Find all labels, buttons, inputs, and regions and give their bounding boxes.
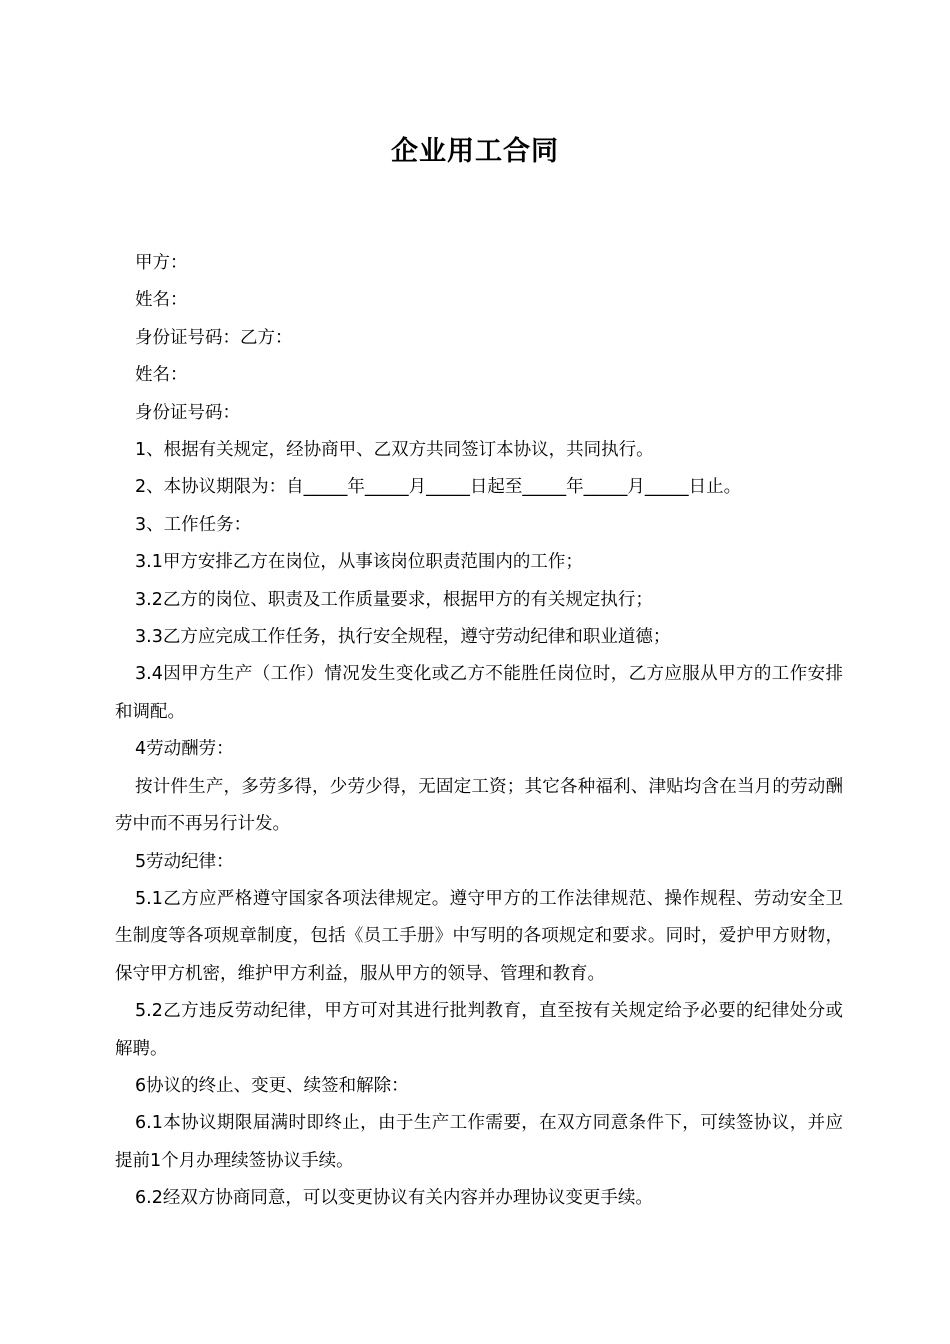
clause-3-heading: 3、工作任务：	[135, 514, 252, 535]
clause-4-body: 按计件生产，多劳多得，少劳少得，无固定工资；其它各种福利、津贴均含在当月的劳动酬劳中而不再另行计发。	[115, 776, 843, 835]
party-a-id-and-party-b-label: 身份证号码：乙方：	[135, 327, 293, 348]
clause-6-heading: 6协议的终止、变更、续签和解除：	[135, 1075, 409, 1096]
clause-5-1: 5.1乙方应严格遵守国家各项法律规定。遵守甲方的工作法律规范、操作规程、劳动安全卫生制度等各项规章制度，包括《员工手册》中写明的各项规定和要求。同时，爱护甲方财物，保守甲方机密，维护甲方利益，服从甲方的领导、管理和教育。	[115, 888, 843, 984]
clause-4-heading: 4劳动酬劳：	[135, 739, 234, 760]
clause-3-1: 3.1甲方安排乙方在岗位，从事该岗位职责范围内的工作；	[135, 552, 583, 573]
clause-1: 1、根据有关规定，经协商甲、乙双方共同签订本协议，共同执行。	[135, 440, 654, 461]
clause-3-2: 3.2乙方的岗位、职责及工作质量要求，根据甲方的有关规定执行；	[135, 589, 653, 610]
clause-6-2: 6.2经双方协商同意，可以变更协议有关内容并办理协议变更手续。	[135, 1188, 653, 1209]
clause-3-4: 3.4因甲方生产（工作）情况发生变化或乙方不能胜任岗位时，乙方应服从甲方的工作安排和调配。	[115, 664, 843, 722]
party-b-id-label: 身份证号码：	[135, 402, 240, 423]
clause-5-heading: 5劳动纪律：	[135, 851, 234, 872]
document-title: 企业用工合同	[391, 136, 559, 167]
clause-3-3: 3.3乙方应完成工作任务，执行安全规程，遵守劳动纪律和职业道德；	[135, 627, 671, 648]
party-b-name-label: 姓名：	[135, 365, 188, 386]
clause-6-1: 6.1本协议期限届满时即终止，由于生产工作需要，在双方同意条件下，可续签协议，并应提前1个月办理续签协议手续。	[115, 1113, 843, 1171]
party-a-label: 甲方：	[135, 253, 188, 273]
document-body	[115, 245, 843, 1218]
clause-2-term: 2、本协议期限为：自_____年_____月_____日起至_____年_____月_____日止。	[135, 477, 742, 498]
clause-5-2: 5.2乙方违反劳动纪律，甲方可对其进行批判教育，直至按有关规定给予必要的纪律处分或解聘。	[115, 1001, 843, 1059]
party-a-name-label: 姓名：	[135, 290, 188, 311]
